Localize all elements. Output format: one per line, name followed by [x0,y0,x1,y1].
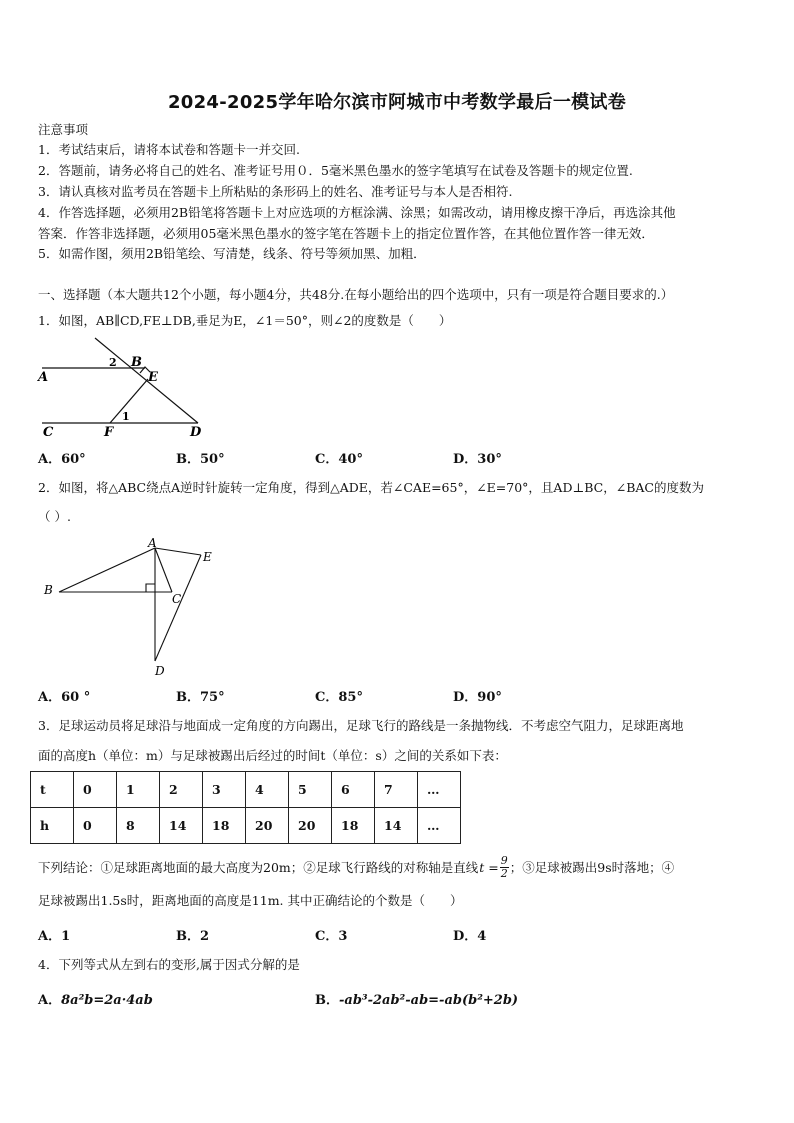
fraction-denominator: 2 [500,867,508,880]
right-angle-mark [146,584,155,592]
q2-stem-line2: （ ）. [38,509,71,524]
label-d: D [155,664,165,678]
q3-conclusions-line1 [38,855,674,880]
table-cell: 3 [203,772,246,808]
q1-option-b: B．50° [176,452,225,467]
notice-item: 答案．作答非选择题，必须用05毫米黑色墨水的签字笔在答题卡上的指定位置作答，在其他位置作答一律无效． [38,226,654,241]
label-a: A [148,536,157,550]
label-c: C [172,592,182,606]
notice-item: 4．作答选择题，必须用2B铅笔将答题卡上对应选项的方框涂满、涂黑；如需改动，请用橡皮擦干净后，再选涂其他 [38,205,676,220]
table-cell: 20 [289,808,332,844]
q2-option-a: A．60 ° [38,690,91,705]
line-ae [155,548,201,555]
table-cell: 4 [246,772,289,808]
table-cell: 18 [203,808,246,844]
line-ac [155,548,172,592]
q3-option-b: B．2 [176,929,210,944]
label-d: D [190,425,202,440]
table-cell: 14 [375,808,418,844]
label-e: E [148,370,158,385]
table-cell: h [31,808,74,844]
table-row-t [31,772,461,808]
q1-option-d: D．30° [453,452,502,467]
notice-item: 1．考试结束后，请将本试卷和答题卡一并交回. [38,142,300,157]
label-e: E [203,550,212,564]
q4-option-b [315,989,518,1008]
q2-option-d: D．90° [453,690,502,705]
table-cell: 7 [375,772,418,808]
notice-item: 5．如需作图，须用2B铅笔绘、写清楚，线条、符号等须加黑、加粗． [38,246,426,261]
table-cell: 6 [332,772,375,808]
label-c: C [43,425,54,440]
option-label: B． [315,993,339,1008]
table-cell: 2 [160,772,203,808]
label-f: F [104,425,114,440]
q3-conclusions-line2: 足球被踢出1.5s时，距离地面的高度是11m. 其中正确结论的个数是（ ） [38,893,463,908]
line-de [155,555,201,661]
q2-option-c: C．85° [315,690,363,705]
table-cell: 14 [160,808,203,844]
q1-figure [30,330,220,440]
table-cell: 5 [289,772,332,808]
q3-data-table [30,771,461,844]
label-b: B [131,355,142,370]
q2-stem-line1: 2．如图，将△ABC绕点A逆时针旋转一定角度，得到△ADE，若∠CAE=65°，∠E=70°，且AD⊥BC，∠BAC的度数为 [38,480,704,495]
q2-option-b: B．75° [176,690,225,705]
q3-option-d: D．4 [453,929,487,944]
table-cell: 0 [74,808,117,844]
q1-option-c: C．40° [315,452,363,467]
formula-fraction [500,855,509,880]
table-cell: t [31,772,74,808]
q3-conclusion-text: 下列结论：①足球距离地面的最大高度为20m；②足球飞行路线的对称轴是直线 [38,859,479,875]
q3-conclusion-text-cont: ；③足球被踢出9s时落地；④ [509,859,675,875]
label-b: B [44,583,53,597]
q4-option-a [38,989,153,1008]
q3-option-c: C．3 [315,929,348,944]
option-expression: 8a²b=2a·4ab [61,993,153,1008]
notice-item: 3．请认真核对监考员在答题卡上所粘贴的条形码上的姓名、准考证号与本人是否相符. [38,184,513,199]
option-label: A． [38,993,62,1008]
notice-item: 2．答题前，请务必将自己的姓名、准考证号用０．5毫米黑色墨水的签字笔填写在试卷及答题卡的规定位置. [38,163,633,178]
section-heading: 一、选择题（本大题共12个小题，每小题4分，共48分.在每小题给出的四个选项中，只有一项是符合题目要求的.） [38,287,674,302]
formula-lhs: t = [479,859,499,875]
q3-option-a: A．1 [38,929,71,944]
q1-stem: 1．如图，AB∥CD,FE⊥DB,垂足为E，∠1＝50°，则∠2的度数是（ ） [38,313,452,328]
line-ab [59,548,155,592]
page-title: 2024-2025学年哈尔滨市阿城市中考数学最后一模试卷 [167,92,627,113]
table-cell: … [418,772,461,808]
q2-figure [38,535,228,680]
q3-stem-line2: 面的高度h（单位：m）与足球被踢出后经过的时间t（单位：s）之间的关系如下表： [38,748,507,763]
table-cell: 20 [246,808,289,844]
table-cell: 1 [117,772,160,808]
table-cell: 0 [74,772,117,808]
angle-1-label: 1 [122,410,130,423]
q3-stem-line1: 3．足球运动员将足球沿与地面成一定角度的方向踢出，足球飞行的路线是一条抛物线．不考虑空气阻力，足球距离地 [38,718,684,733]
notice-heading: 注意事项 [38,122,89,137]
option-expression: -ab³-2ab²-ab=-ab(b²+2b) [339,993,519,1008]
q1-option-a: A．60° [38,452,86,467]
angle-2-label: 2 [109,356,117,369]
q4-stem: 4．下列等式从左到右的变形,属于因式分解的是 [38,957,300,972]
label-a: A [38,370,49,385]
table-cell: 18 [332,808,375,844]
table-row-h [31,808,461,844]
fraction-numerator: 9 [500,854,508,867]
table-cell: 8 [117,808,160,844]
table-cell: … [418,808,461,844]
